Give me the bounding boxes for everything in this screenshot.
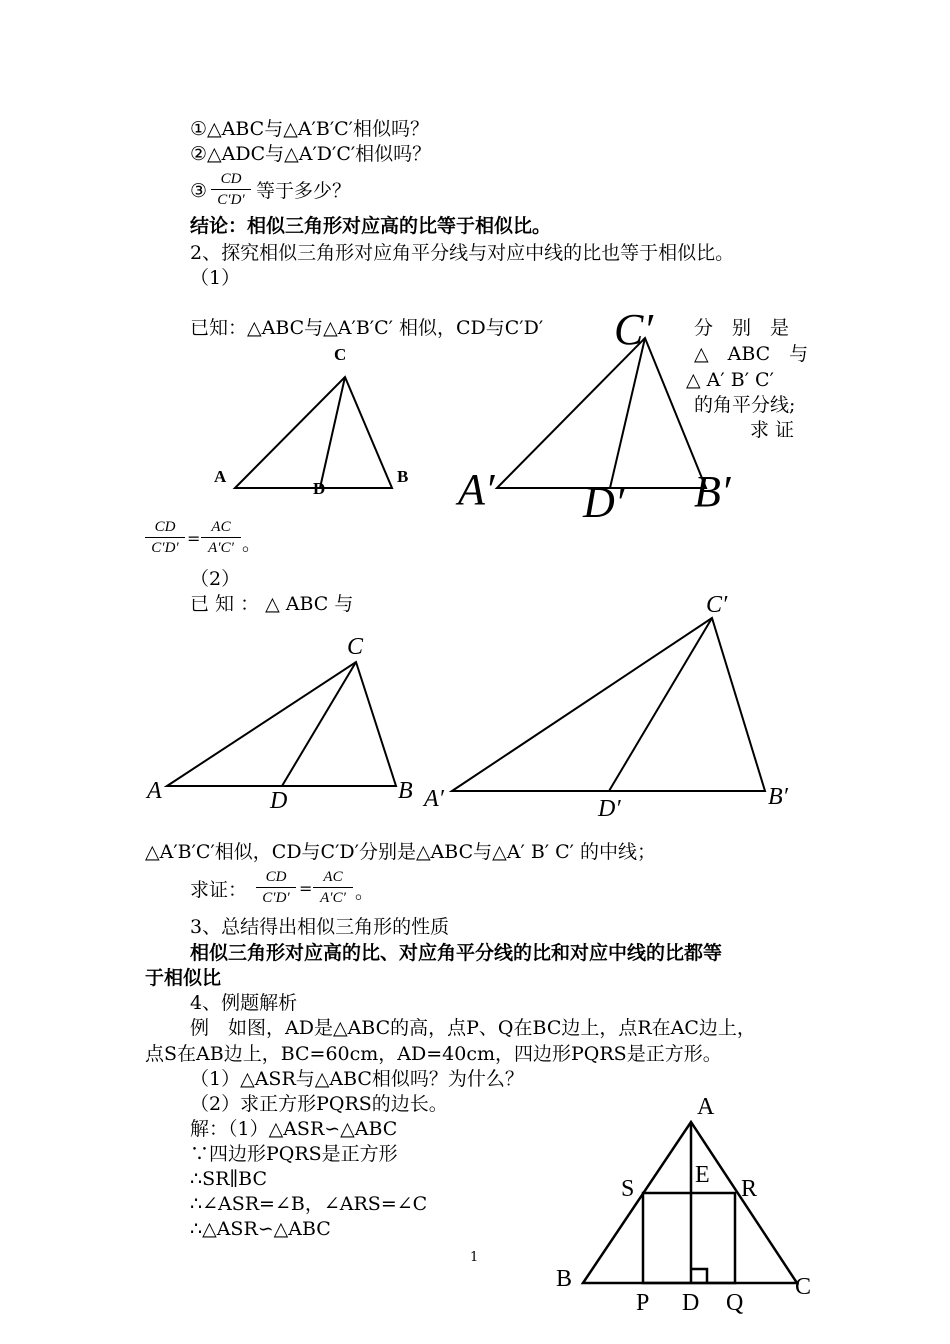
median-c1d1 [609,618,712,791]
bisector-c1d1 [610,338,645,488]
label-d: D [313,479,326,498]
part-1-given-right-3: △ A′ B′ C′ [686,369,774,391]
part-1-label: （1） [190,267,241,289]
label-c-prime: C′ [614,305,653,354]
part-1-given-right-2: △ ABC 与 [694,343,809,365]
label-c: C [334,345,347,364]
figure-2-large-labels [422,592,789,822]
page-number: 1 [470,1250,479,1265]
label-r: R [741,1176,758,1202]
label-a: A [147,778,162,804]
figure-2-small-triangle [167,662,396,786]
fraction-denominator: C′D′ [151,540,179,556]
label-d: D [682,1290,700,1316]
label-e: E [695,1162,710,1188]
part-1-equals: = [187,529,201,548]
label-s: S [621,1176,635,1202]
right-angle-mark [691,1269,707,1283]
section-2-title: 2、探究相似三角形对应角平分线与对应中线的比也等于相似比。 [190,242,735,264]
figure-2-large-triangle [452,618,765,791]
fraction-denominator: C′D′ [217,192,245,208]
label-b-prime: B′ [694,467,731,516]
figure-3-triangle-square [583,1122,797,1283]
part-2-given-continue: △A′B′C′相似，CD与C′D′分别是△ABC与△A′ B′ C′ 的中线； [145,841,657,863]
triangle-a1b1c1 [497,338,706,488]
figure-1-large-triangle [497,338,706,488]
conclusion-properties-line-2: 于相似比 [145,967,222,989]
question-3-suffix: 等于多少？ [256,180,352,202]
part-1-given-right-5: 求 证 [750,419,795,441]
figure-1-small-triangle [235,377,392,488]
label-c: C [795,1274,812,1300]
fraction-numerator: AC [211,519,231,535]
example-question-2: （2）求正方形PQRS的边长。 [190,1093,448,1115]
solution-line-5: ∴△ASR∽△ABC [190,1218,331,1240]
part-2-equals: = [299,879,313,898]
fraction-denominator: A′C′ [208,540,234,556]
solution-line-2: ∵四边形PQRS是正方形 [190,1143,398,1165]
label-a: A [697,1094,715,1120]
figure-1-small-labels [214,345,408,498]
part-2-period: 。 [355,881,375,903]
fraction-denominator: A′C′ [320,890,346,906]
label-d-prime: D′ [583,478,625,527]
part-1-period: 。 [242,533,262,555]
figure-1-large-labels [455,305,732,527]
section-4-title: 4、例题解析 [190,992,298,1014]
label-b: B [398,778,413,804]
label-c: C [347,634,364,660]
median-cd [282,662,356,786]
fraction-denominator: C′D′ [262,890,290,906]
label-q: Q [726,1290,744,1316]
part-1-given-right-1: 分 别 是 [694,317,790,339]
example-line-2: 点S在AB边上，BC=60cm，AD=40cm，四边形PQRS是正方形。 [145,1043,722,1065]
label-b: B [397,467,409,486]
label-b: B [556,1266,573,1292]
triangle-abc [235,377,392,488]
triangle-abc-median [167,662,396,786]
label-a-prime: A′ [458,465,495,514]
label-d: D [270,788,288,814]
fraction-numerator: AC [323,869,343,885]
solution-line-3: ∴SR∥BC [190,1168,268,1190]
label-d-prime: D′ [598,796,621,822]
part-2-given-start: 已 知 ： △ ABC 与 [190,593,354,615]
part-1-given-right-4: 的角平分线; [694,394,796,416]
label-c-prime: C′ [706,592,728,618]
example-line-1: 例 如图，AD是△ABC的高，点P、Q在BC边上，点R在AC边上， [190,1017,756,1039]
label-a: A [214,467,227,486]
question-2: ②△ADC与△A′D′C′相似吗？ [190,143,432,165]
bisector-cd [320,377,345,488]
label-a-prime: A′ [424,786,444,812]
part-1-given: 已知：△ABC与△A′B′C′ 相似，CD与C′D′ [190,317,544,339]
question-1: ①△ABC与△A′B′C′相似吗？ [190,118,429,140]
fraction-numerator: CD [154,519,176,535]
fraction-numerator: CD [220,171,242,187]
question-3-prefix: ③ [190,180,208,202]
solution-line-4: ∴∠ASR=∠B，∠ARS=∠C [190,1193,428,1215]
label-b-prime: B′ [768,784,788,810]
fraction-numerator: CD [265,869,287,885]
part-2-label: （2） [190,568,241,590]
conclusion-properties-line-1: 相似三角形对应高的比、对应角平分线的比和对应中线的比都等 [190,942,723,964]
conclusion-heights: 结论：相似三角形对应高的比等于相似比。 [190,215,552,237]
triangle-a1b1c1-median [452,618,765,791]
square-pqrs [643,1193,735,1283]
solution-line-1: 解：（1）△ASR∽△ABC [190,1118,398,1140]
label-p: P [636,1290,650,1316]
part-2-prove-label: 求证： [190,879,248,901]
section-3-title: 3、总结得出相似三角形的性质 [190,916,450,938]
example-question-1: （1）△ASR与△ABC相似吗？为什么？ [190,1068,524,1090]
